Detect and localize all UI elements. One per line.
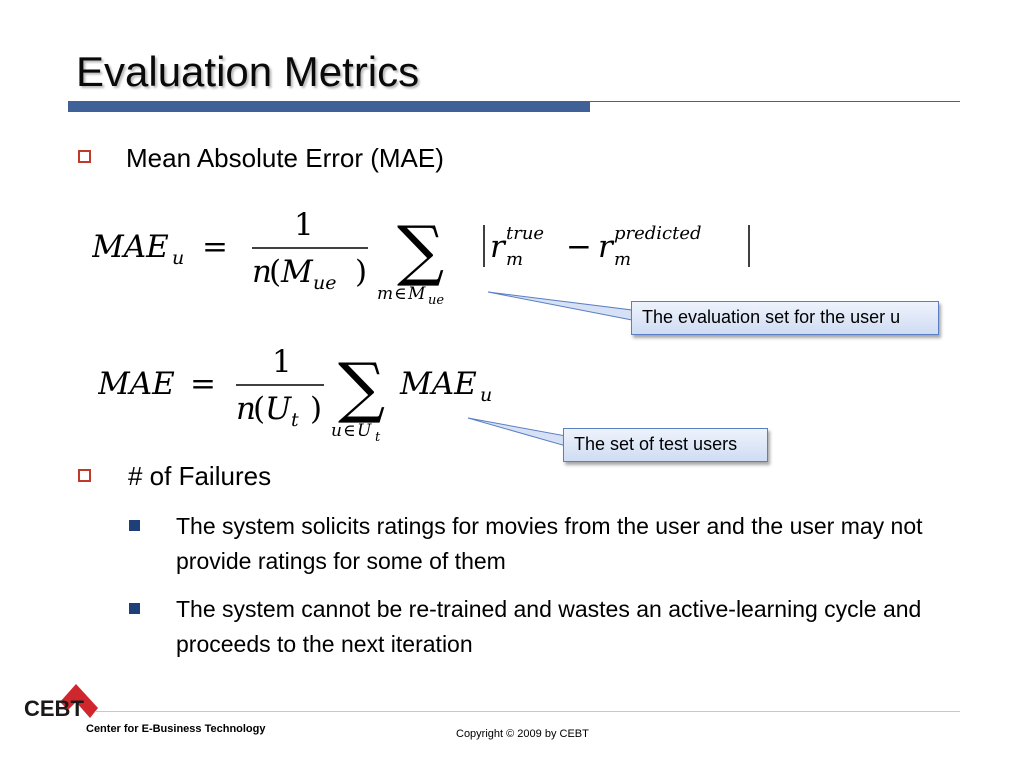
svg-text:t: t	[291, 409, 299, 431]
svg-text:∑: ∑	[338, 349, 386, 426]
svg-text:ue: ue	[428, 293, 445, 305]
svg-text:ue: ue	[313, 272, 337, 294]
formula-mae-user	[92, 205, 772, 305]
svg-text:1: 1	[272, 344, 292, 380]
svg-text:=: =	[190, 366, 216, 402]
svg-text:m: m	[614, 249, 632, 270]
svg-text:CEBT: CEBT	[24, 696, 84, 721]
svg-text:∈: ∈	[394, 284, 407, 304]
svg-text:(: (	[253, 391, 266, 427]
callout-pointer-test-users	[462, 414, 572, 450]
svg-text:∈: ∈	[343, 421, 356, 441]
footer-org-name: Center for E-Business Technology	[86, 723, 266, 735]
svg-text:1: 1	[294, 207, 314, 243]
svg-text:): )	[310, 391, 323, 427]
callout-test-users: The set of test users	[563, 428, 768, 462]
svg-text:r: r	[490, 229, 505, 265]
svg-text:predicted: predicted	[614, 223, 702, 244]
filled-square-bullet-icon	[129, 603, 140, 614]
formula-mae	[98, 342, 518, 442]
svg-text:∑: ∑	[397, 212, 445, 289]
filled-square-bullet-icon	[129, 520, 140, 531]
callout-pointer-eval-set	[480, 288, 640, 328]
svg-text:U: U	[265, 391, 292, 427]
hollow-square-bullet-icon	[78, 150, 91, 163]
svg-text:n: n	[236, 391, 256, 427]
svg-text:MAE: MAE	[92, 229, 169, 265]
svg-text:MAE: MAE	[400, 366, 477, 402]
svg-text:−: −	[566, 229, 592, 265]
bullet-failures: # of Failures	[128, 461, 272, 491]
svg-text:u: u	[480, 384, 493, 406]
svg-text:u: u	[172, 247, 185, 269]
title-underline-thin	[590, 101, 960, 102]
svg-text:(: (	[269, 254, 282, 290]
svg-text:t: t	[375, 430, 381, 442]
cebt-logo	[20, 680, 102, 724]
title-underline-thick	[68, 101, 590, 112]
svg-text:true: true	[506, 223, 545, 244]
svg-text:m: m	[506, 249, 524, 270]
svg-text:M: M	[281, 254, 313, 290]
svg-text:M: M	[408, 284, 426, 304]
svg-text:MAE: MAE	[98, 366, 175, 402]
formula-mae-user-graphic	[92, 205, 772, 305]
svg-text:=: =	[202, 229, 228, 265]
svg-text:U: U	[357, 421, 372, 441]
sub-bullet-retrain: The system cannot be re-trained and wastes an active-learning cycle and proceeds to the next iteration	[176, 596, 922, 657]
bullet-mae: Mean Absolute Error (MAE)	[126, 143, 444, 173]
svg-text:r: r	[598, 229, 613, 265]
slide-title: Evaluation Metrics	[76, 48, 420, 95]
footer-divider	[96, 711, 960, 712]
callout-eval-set: The evaluation set for the user u	[631, 301, 939, 335]
footer-copyright: Copyright © 2009 by CEBT	[456, 728, 589, 740]
hollow-square-bullet-icon	[78, 469, 91, 482]
formula-mae-graphic	[98, 342, 518, 442]
svg-text:n: n	[252, 254, 272, 290]
svg-text:m: m	[377, 284, 394, 304]
sub-bullet-ratings: The system solicits ratings for movies from the user and the user may not provide ratings for some of them	[176, 513, 923, 574]
svg-text:u: u	[331, 421, 342, 441]
svg-text:): )	[355, 254, 368, 290]
